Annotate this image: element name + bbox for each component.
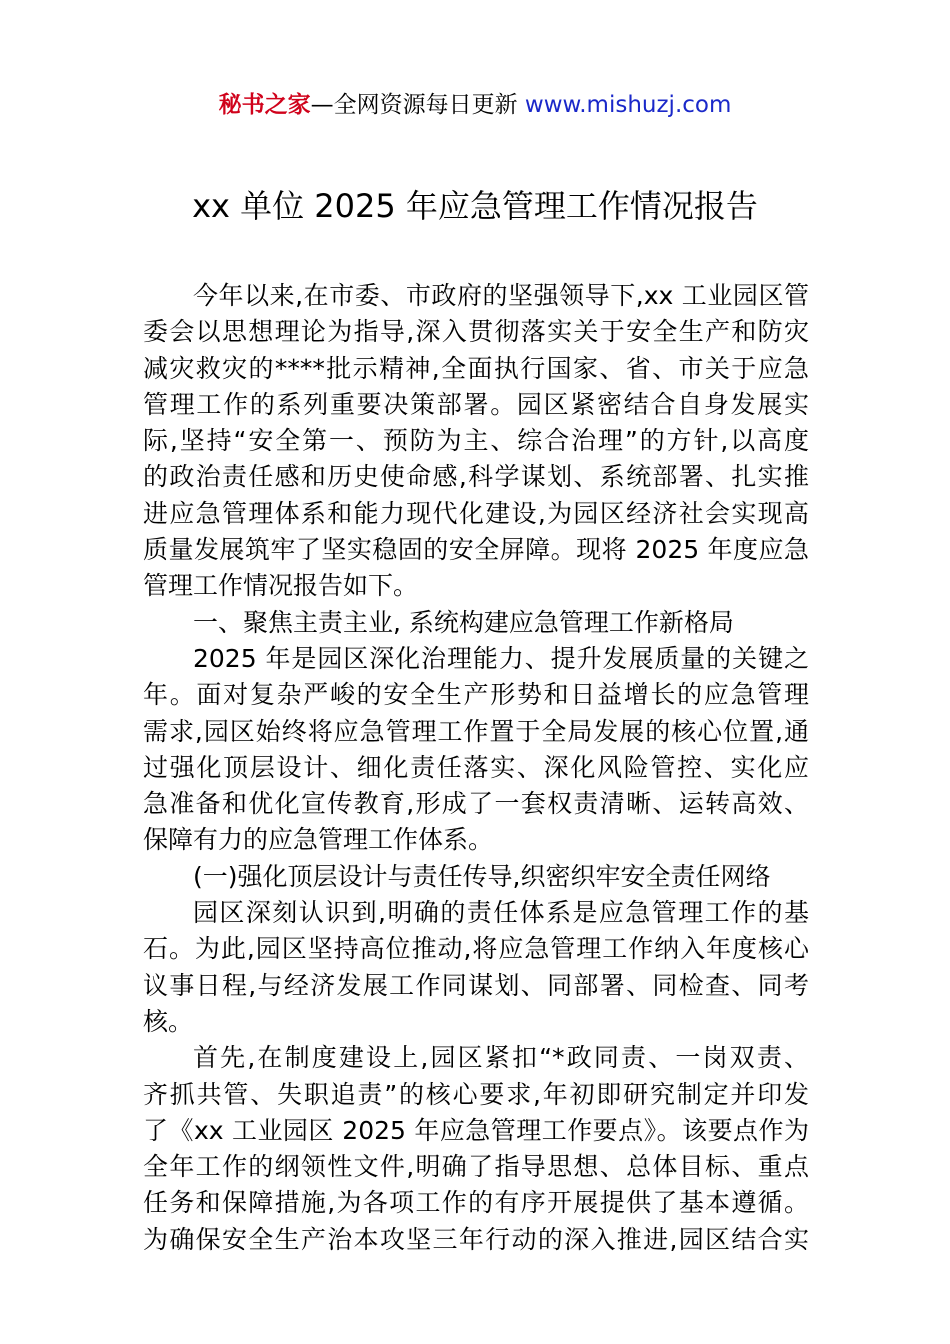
body-line: 议事日程,与经济发展工作同谋划、同部署、同检查、同考 [143, 970, 809, 1000]
body-line: 过强化顶层设计、细化责任落实、深化风险管控、实化应 [143, 752, 809, 782]
site-url-link[interactable]: www.mishuzj.com [524, 92, 732, 118]
document-title: xx 单位 2025 年应急管理工作情况报告 [192, 187, 758, 225]
body-line: 2025 年是园区深化治理能力、提升发展质量的关键之 [193, 643, 809, 673]
site-tagline: —全网资源每日更新 [310, 92, 525, 118]
subsection-heading: (一)强化顶层设计与责任传导,织密织牢安全责任网络 [193, 861, 771, 891]
section-heading: 一、聚焦主责主业, 系统构建应急管理工作新格局 [193, 607, 734, 637]
body-line: 石。为此,园区坚持高位推动,将应急管理工作纳入年度核心 [143, 934, 809, 964]
body-line: 了《xx 工业园区 2025 年应急管理工作要点》。该要点作为 [143, 1115, 809, 1145]
body-line: 管理工作的系列重要决策部署。园区紧密结合自身发展实 [143, 389, 809, 419]
body-line: 全年工作的纲领性文件,明确了指导思想、总体目标、重点 [143, 1152, 809, 1182]
body-line: 首先,在制度建设上,园区紧扣“*政同责、一岗双责、 [193, 1043, 809, 1073]
body-line: 园区深刻认识到,明确的责任体系是应急管理工作的基 [193, 898, 809, 928]
body-line: 管理工作情况报告如下。 [143, 571, 419, 601]
site-header [0, 88, 950, 122]
site-brand: 秘书之家 [218, 92, 311, 118]
body-line: 今年以来,在市委、市政府的坚强领导下,xx 工业园区管 [193, 281, 809, 310]
body-line: 减灾救灾的****批示精神,全面执行国家、省、市关于应急 [143, 353, 809, 383]
document-body [143, 278, 809, 1258]
body-line: 质量发展筑牢了坚实稳固的安全屏障。现将 2025 年度应急 [143, 535, 809, 565]
body-line: 急准备和优化宣传教育,形成了一套权责清晰、运转高效、 [143, 789, 809, 819]
body-line: 进应急管理体系和能力现代化建设,为园区经济社会实现高 [143, 498, 809, 528]
body-line: 委会以思想理论为指导,深入贯彻落实关于安全生产和防灾 [143, 317, 809, 347]
body-line: 需求,园区始终将应急管理工作置于全局发展的核心位置,通 [143, 716, 809, 746]
body-line: 核。 [143, 1006, 194, 1036]
body-line: 年。面对复杂严峻的安全生产形势和日益增长的应急管理 [143, 680, 809, 710]
body-line: 保障有力的应急管理工作体系。 [143, 825, 494, 855]
body-line: 齐抓共管、失职追责”的核心要求,年初即研究制定并印发 [143, 1079, 809, 1109]
body-line: 际,坚持“安全第一、预防为主、综合治理”的方针,以高度 [143, 426, 809, 456]
body-line: 任务和保障措施,为各项工作的有序开展提供了基本遵循。 [143, 1188, 809, 1218]
body-line: 为确保安全生产治本攻坚三年行动的深入推进,园区结合实 [143, 1224, 809, 1254]
body-line: 的政治责任感和历史使命感,科学谋划、系统部署、扎实推 [143, 462, 809, 492]
